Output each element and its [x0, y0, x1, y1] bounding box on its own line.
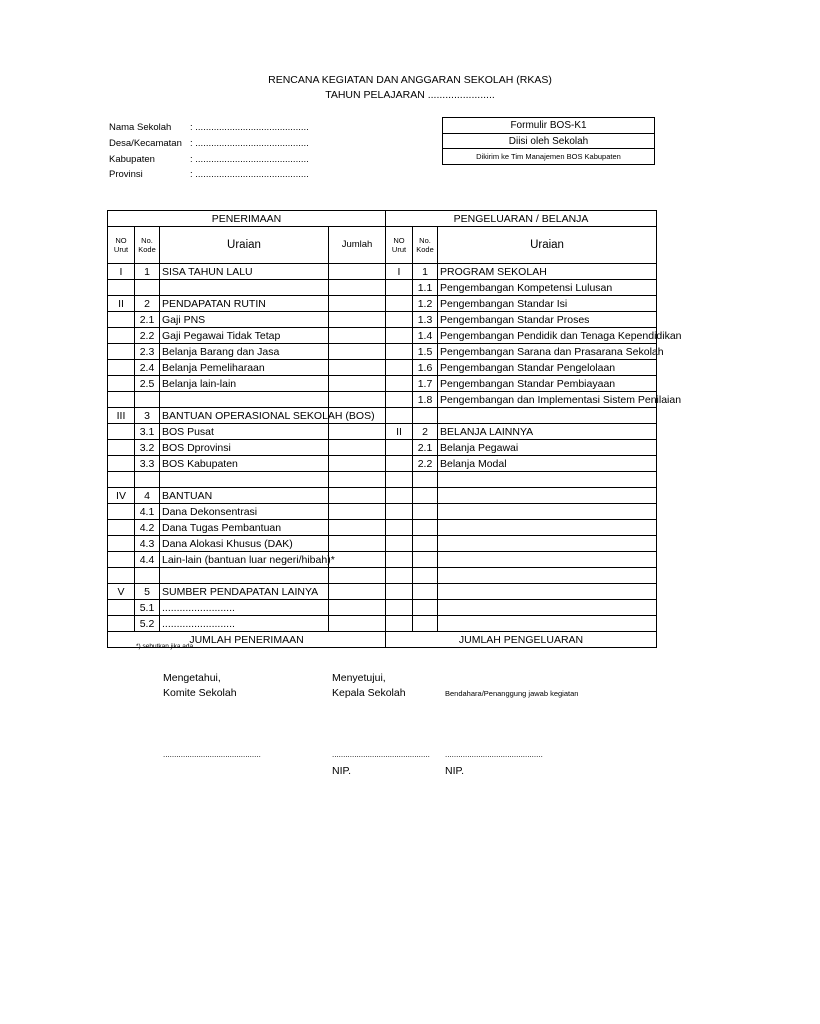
row-uraian: BOS Kabupaten	[160, 456, 329, 472]
row-no-kode	[135, 472, 160, 488]
row-jumlah	[329, 600, 386, 616]
row-no-kode: 5	[135, 584, 160, 600]
form-info-box	[442, 117, 655, 165]
row-jumlah	[329, 456, 386, 472]
treasurer-nip: NIP.	[445, 765, 465, 777]
table-row	[108, 296, 657, 312]
footnote: *) sebutkan jika ada	[136, 643, 194, 650]
row-uraian-right: BELANJA LAINNYA	[438, 424, 657, 440]
row-no-urut-right	[386, 456, 413, 472]
row-uraian: BANTUAN OPERASIONAL SEKOLAH (BOS)	[160, 408, 329, 424]
row-no-urut	[108, 552, 135, 568]
row-no-urut	[108, 424, 135, 440]
row-no-kode-right	[413, 504, 438, 520]
row-uraian-right	[438, 552, 657, 568]
row-uraian: Belanja Barang dan Jasa	[160, 344, 329, 360]
col-no-urut: NO Urut	[108, 227, 135, 264]
row-jumlah	[329, 296, 386, 312]
row-no-kode-right	[413, 584, 438, 600]
document-subtitle: TAHUN PELAJARAN .......................	[325, 89, 495, 101]
row-no-kode-right: 2	[413, 424, 438, 440]
row-uraian-right: Pengembangan Standar Isi	[438, 296, 657, 312]
row-jumlah	[329, 328, 386, 344]
table-row	[108, 488, 657, 504]
row-no-kode: 2.2	[135, 328, 160, 344]
row-no-urut-right	[386, 536, 413, 552]
province-value: : ...........................................	[190, 169, 309, 180]
row-no-kode-right: 1.3	[413, 312, 438, 328]
total-receipts: JUMLAH PENERIMAAN	[108, 632, 386, 648]
table-row	[108, 504, 657, 520]
committee-line1: Mengetahui,	[163, 672, 221, 684]
row-no-kode-right	[413, 520, 438, 536]
row-uraian-right	[438, 488, 657, 504]
row-no-urut-right	[386, 344, 413, 360]
village-value: : ...........................................	[190, 138, 309, 149]
row-no-urut-right	[386, 408, 413, 424]
col-no-kode-right: No. Kode	[413, 227, 438, 264]
col-no-urut-right: NO Urut	[386, 227, 413, 264]
row-no-urut-right	[386, 360, 413, 376]
row-uraian: Belanja Pemeliharaan	[160, 360, 329, 376]
row-uraian: BANTUAN	[160, 488, 329, 504]
row-uraian-right: Pengembangan Kompetensi Lulusan	[438, 280, 657, 296]
budget-table	[107, 210, 682, 648]
form-filled-by: Diisi oleh Sekolah	[443, 134, 654, 149]
table-row	[108, 584, 657, 600]
table-row	[108, 408, 657, 424]
row-jumlah	[329, 552, 386, 568]
row-no-kode-right	[413, 600, 438, 616]
row-uraian: Gaji Pegawai Tidak Tetap	[160, 328, 329, 344]
row-no-kode: 3.1	[135, 424, 160, 440]
row-uraian: .........................	[160, 616, 329, 632]
row-uraian: Dana Tugas Pembantuan	[160, 520, 329, 536]
row-no-urut-right	[386, 568, 413, 584]
table-row	[108, 600, 657, 616]
row-jumlah	[329, 312, 386, 328]
form-sent-to: Dikirim ke Tim Manajemen BOS Kabupaten	[476, 152, 621, 161]
spending-section-header: PENGELUARAN / BELANJA	[386, 211, 657, 227]
row-uraian: Gaji PNS	[160, 312, 329, 328]
row-uraian: Lain-lain (bantuan luar negeri/hibah)*	[160, 552, 329, 568]
row-no-urut: IV	[108, 488, 135, 504]
regency-value: : ...........................................	[190, 154, 309, 165]
row-no-kode-right	[413, 408, 438, 424]
school-name-label: Nama Sekolah	[109, 122, 172, 133]
row-no-kode-right: 1.5	[413, 344, 438, 360]
row-no-kode-right: 1.8	[413, 392, 438, 408]
row-jumlah	[329, 536, 386, 552]
row-uraian-right	[438, 520, 657, 536]
row-no-urut	[108, 376, 135, 392]
col-no-kode: No. Kode	[135, 227, 160, 264]
principal-line2: Kepala Sekolah	[332, 687, 406, 699]
row-no-urut: II	[108, 296, 135, 312]
row-jumlah	[329, 344, 386, 360]
row-no-kode-right: 1.4	[413, 328, 438, 344]
school-name-value: : ...........................................	[190, 122, 309, 133]
row-uraian: Dana Dekonsentrasi	[160, 504, 329, 520]
row-no-urut	[108, 520, 135, 536]
row-no-urut	[108, 312, 135, 328]
row-jumlah	[329, 616, 386, 632]
row-jumlah	[329, 440, 386, 456]
col-uraian-right: Uraian	[438, 227, 657, 264]
row-no-kode	[135, 280, 160, 296]
row-no-urut	[108, 280, 135, 296]
row-jumlah	[329, 568, 386, 584]
row-no-urut-right: II	[386, 424, 413, 440]
table-row	[108, 616, 657, 632]
row-uraian-right	[438, 536, 657, 552]
row-jumlah	[329, 376, 386, 392]
row-uraian-right: Pengembangan Sarana dan Prasarana Sekolah	[438, 344, 657, 360]
row-no-kode-right: 2.1	[413, 440, 438, 456]
row-no-kode: 2.5	[135, 376, 160, 392]
principal-sign-line: ............................................	[332, 750, 430, 759]
table-row	[108, 552, 657, 568]
row-uraian: Belanja lain-lain	[160, 376, 329, 392]
row-no-kode: 3.2	[135, 440, 160, 456]
row-no-urut-right	[386, 392, 413, 408]
row-jumlah	[329, 504, 386, 520]
row-uraian: BOS Pusat	[160, 424, 329, 440]
row-no-urut: III	[108, 408, 135, 424]
table-row	[108, 424, 657, 440]
row-no-kode-right: 1.1	[413, 280, 438, 296]
row-no-urut: I	[108, 264, 135, 280]
row-uraian: Dana Alokasi Khusus (DAK)	[160, 536, 329, 552]
row-jumlah	[329, 584, 386, 600]
row-no-kode-right	[413, 472, 438, 488]
row-uraian	[160, 472, 329, 488]
row-no-urut	[108, 344, 135, 360]
row-no-kode: 4	[135, 488, 160, 504]
row-no-kode: 2.4	[135, 360, 160, 376]
table-row	[108, 328, 657, 344]
row-jumlah	[329, 392, 386, 408]
row-uraian-right: Pengembangan dan Implementasi Sistem Penilaian	[438, 392, 657, 408]
row-uraian: PENDAPATAN RUTIN	[160, 296, 329, 312]
row-no-kode: 4.4	[135, 552, 160, 568]
row-jumlah	[329, 520, 386, 536]
row-no-urut: V	[108, 584, 135, 600]
treasurer-sign-line: ............................................	[445, 750, 543, 759]
row-no-kode	[135, 392, 160, 408]
row-no-kode-right	[413, 552, 438, 568]
row-uraian	[160, 392, 329, 408]
row-no-urut-right	[386, 488, 413, 504]
row-no-kode-right	[413, 488, 438, 504]
village-label: Desa/Kecamatan	[109, 138, 182, 149]
row-uraian	[160, 568, 329, 584]
table-row	[108, 312, 657, 328]
col-uraian: Uraian	[160, 227, 329, 264]
row-no-urut-right: I	[386, 264, 413, 280]
row-uraian	[160, 280, 329, 296]
form-code: Formulir BOS-K1	[443, 118, 654, 134]
row-no-urut	[108, 328, 135, 344]
row-no-kode-right: 1.6	[413, 360, 438, 376]
total-spending: JUMLAH PENGELUARAN	[386, 632, 657, 648]
row-no-urut	[108, 616, 135, 632]
row-uraian-right	[438, 472, 657, 488]
document-title: RENCANA KEGIATAN DAN ANGGARAN SEKOLAH (RKAS)	[268, 74, 552, 86]
row-uraian-right	[438, 408, 657, 424]
row-no-kode: 4.2	[135, 520, 160, 536]
row-uraian-right: Belanja Modal	[438, 456, 657, 472]
table-row	[108, 536, 657, 552]
row-no-kode: 2	[135, 296, 160, 312]
row-no-urut	[108, 600, 135, 616]
principal-line1: Menyetujui,	[332, 672, 386, 684]
row-no-urut	[108, 504, 135, 520]
row-uraian: SISA TAHUN LALU	[160, 264, 329, 280]
row-no-kode: 5.1	[135, 600, 160, 616]
table-row	[108, 376, 657, 392]
row-no-urut	[108, 568, 135, 584]
row-no-kode-right: 1	[413, 264, 438, 280]
row-no-urut	[108, 440, 135, 456]
row-no-urut	[108, 456, 135, 472]
row-no-kode-right: 2.2	[413, 456, 438, 472]
row-no-kode	[135, 568, 160, 584]
row-uraian: SUMBER PENDAPATAN LAINYA	[160, 584, 329, 600]
row-no-urut	[108, 472, 135, 488]
row-no-urut-right	[386, 312, 413, 328]
table-row	[108, 472, 657, 488]
row-no-kode-right: 1.2	[413, 296, 438, 312]
committee-sign-line: ............................................	[163, 750, 261, 759]
row-no-kode: 2.1	[135, 312, 160, 328]
row-uraian-right	[438, 584, 657, 600]
row-uraian: .........................	[160, 600, 329, 616]
table-row	[108, 568, 657, 584]
row-uraian-right	[438, 616, 657, 632]
row-no-urut-right	[386, 280, 413, 296]
row-no-kode: 3.3	[135, 456, 160, 472]
row-no-urut	[108, 392, 135, 408]
table-row	[108, 456, 657, 472]
row-no-urut-right	[386, 472, 413, 488]
row-no-kode-right	[413, 536, 438, 552]
table-row	[108, 344, 657, 360]
row-no-urut-right	[386, 600, 413, 616]
principal-nip: NIP.	[332, 765, 352, 777]
row-uraian-right: PROGRAM SEKOLAH	[438, 264, 657, 280]
row-no-urut-right	[386, 328, 413, 344]
row-no-urut-right	[386, 296, 413, 312]
row-no-urut-right	[386, 584, 413, 600]
row-no-kode-right	[413, 568, 438, 584]
row-no-kode: 1	[135, 264, 160, 280]
row-uraian-right	[438, 600, 657, 616]
row-no-kode-right: 1.7	[413, 376, 438, 392]
row-no-urut-right	[386, 376, 413, 392]
row-no-kode: 2.3	[135, 344, 160, 360]
row-no-urut-right	[386, 616, 413, 632]
table-row	[108, 520, 657, 536]
row-jumlah	[329, 264, 386, 280]
province-label: Provinsi	[109, 169, 143, 180]
row-jumlah	[329, 424, 386, 440]
committee-line2: Komite Sekolah	[163, 687, 237, 699]
col-jumlah: Jumlah	[329, 227, 386, 264]
table-row	[108, 440, 657, 456]
row-no-kode-right	[413, 616, 438, 632]
regency-label: Kabupaten	[109, 154, 155, 165]
row-uraian-right: Belanja Pegawai	[438, 440, 657, 456]
row-jumlah	[329, 360, 386, 376]
row-jumlah	[329, 488, 386, 504]
row-uraian-right: Pengembangan Standar Proses	[438, 312, 657, 328]
row-uraian: BOS Dprovinsi	[160, 440, 329, 456]
row-no-kode: 4.1	[135, 504, 160, 520]
row-uraian-right: Pengembangan Standar Pembiayaan	[438, 376, 657, 392]
row-uraian-right: Pengembangan Standar Pengelolaan	[438, 360, 657, 376]
table-row	[108, 264, 657, 280]
table-row	[108, 360, 657, 376]
row-no-urut-right	[386, 504, 413, 520]
row-no-urut-right	[386, 520, 413, 536]
receipts-section-header: PENERIMAAN	[108, 211, 386, 227]
row-no-urut-right	[386, 440, 413, 456]
row-no-kode: 4.3	[135, 536, 160, 552]
row-uraian-right	[438, 568, 657, 584]
row-no-urut	[108, 360, 135, 376]
row-no-urut-right	[386, 552, 413, 568]
row-jumlah	[329, 472, 386, 488]
row-no-kode: 3	[135, 408, 160, 424]
row-jumlah	[329, 280, 386, 296]
row-uraian-right	[438, 504, 657, 520]
row-no-kode: 5.2	[135, 616, 160, 632]
table-row	[108, 280, 657, 296]
table-row	[108, 392, 657, 408]
treasurer-label: Bendahara/Penanggung jawab kegiatan	[445, 689, 579, 698]
row-no-urut	[108, 536, 135, 552]
row-uraian-right: Pengembangan Pendidik dan Tenaga Kependidikan	[438, 328, 657, 344]
